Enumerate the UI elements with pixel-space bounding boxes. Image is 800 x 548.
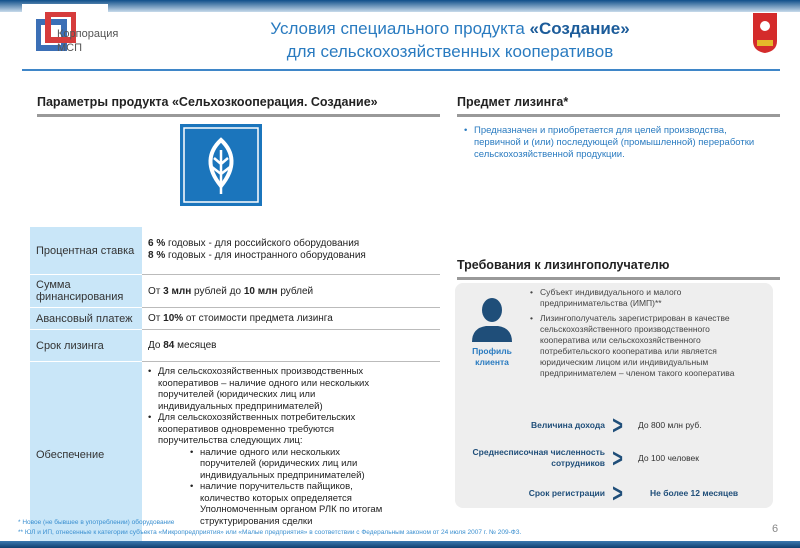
label-amount: Сумма финансирования	[30, 275, 142, 308]
criteria-label: Среднесписочная численность сотрудников	[472, 447, 605, 468]
subject-text: • Предназначен и приобретается для целей производства, первичной и (или) последующей (промышленной) переработки сельскохозяйственной продукции.	[464, 125, 764, 161]
amount-max: 10 млн	[243, 285, 278, 297]
criteria-value: До 100 человек	[638, 453, 700, 463]
subject-list	[464, 125, 764, 161]
profile-item: • Субъект индивидуального и малого предпринимательства (ИМП)**	[530, 287, 760, 309]
text: От	[148, 313, 164, 324]
leaf-tile	[180, 124, 262, 206]
requirements-section-title: Требования к лизингополучателю	[457, 258, 780, 280]
chevron-right-icon: >	[612, 443, 623, 473]
text: До	[148, 340, 164, 351]
title-prefix: Условия специального продукта	[270, 19, 530, 38]
text: От	[148, 285, 161, 297]
label-advance: Авансовый платеж	[30, 308, 142, 330]
leaf-icon	[180, 124, 262, 206]
profile-label: Профиль клиента	[472, 346, 512, 367]
value-term	[142, 330, 440, 362]
logo-text	[57, 27, 118, 55]
value-interest-rate	[142, 227, 440, 275]
criteria-label: Величина дохода	[531, 420, 605, 430]
security-subitem: • наличие одного или нескольких поручителей (юридических лиц или индивидуальных предпринимателей)	[190, 447, 388, 482]
rate-foreign: 8 %	[148, 250, 166, 261]
security-item: • Для сельскохозяйственных потребительских кооперативов одновременно требуются поручительства следующих лиц:	[148, 412, 388, 447]
criteria-value: До 800 млн руб.	[638, 420, 702, 430]
logo-line2: МСП	[57, 42, 83, 54]
label-term: Срок лизинга	[30, 330, 142, 362]
footnote-2: ** ЮЛ и ИП, отнесенные к категории субъекта «Микропредприятия» или «Малые предприятия» в соответствии с Федеральным законом от 24 июля 2007 г. № 209-ФЗ.	[18, 529, 522, 536]
text: от стоимости предмета лизинга	[183, 313, 333, 324]
rate-ru-text: годовых - для российского оборудования	[165, 238, 360, 249]
text: месяцев	[174, 340, 217, 351]
logo-line1: Корпорация	[57, 28, 119, 40]
params-section-title: Параметры продукта «Сельхозкооперация. Создание»	[37, 95, 440, 117]
top-bar	[0, 0, 800, 12]
security-item: • Для сельскохозяйственных производственных кооперативов – наличие одного или нескольких поручителей (юридических лиц или индивидуальных предпринимателей)	[148, 366, 388, 412]
rate-ru: 6 %	[148, 238, 166, 249]
rate-foreign-text: годовых - для иностранного оборудования	[165, 250, 366, 261]
advance-percent: 10%	[163, 313, 184, 324]
text: рублей до	[191, 285, 244, 297]
value-advance	[142, 308, 440, 330]
label-security: Обеспечение	[30, 362, 142, 548]
term-months: 84	[163, 340, 175, 351]
security-subitem: • наличие поручительств пайщиков, количество которых определяется Уполномоченным органом РЛК по итогам структурирования сделки	[190, 481, 388, 527]
criteria-label: Срок регистрации	[528, 488, 605, 498]
user-profile-icon	[470, 296, 514, 342]
subject-section-title: Предмет лизинга*	[457, 95, 780, 117]
amount-min: 3 млн	[163, 285, 192, 297]
page-number: 6	[772, 523, 779, 535]
label-interest-rate: Процентная ставка	[30, 227, 142, 275]
chevron-right-icon: >	[612, 478, 623, 508]
header-divider	[22, 69, 780, 71]
criteria-value: Не более 12 месяцев	[650, 488, 739, 498]
profile-item: • Лизингополучатель зарегистрирован в качестве сельскохозяйственного производственного кооператива или сельскохозяйственного потребительского кооператива или является юридическим лицом или индивидуальным предпринимателем – членом такого кооператива	[530, 313, 760, 379]
bottom-bar	[0, 541, 800, 548]
footnote-1: * Новое (не бывшее в употреблении) оборудование	[18, 519, 175, 526]
title-bold: «Создание»	[529, 19, 630, 38]
text: рублей	[277, 285, 314, 297]
value-amount	[142, 275, 440, 308]
profile-list	[530, 287, 760, 379]
value-security	[148, 366, 388, 527]
moscow-region-emblem-icon	[752, 12, 778, 54]
page-title	[250, 17, 650, 63]
title-line2: для сельскохозяйственных кооперативов	[286, 42, 614, 61]
chevron-right-icon: >	[612, 410, 623, 440]
